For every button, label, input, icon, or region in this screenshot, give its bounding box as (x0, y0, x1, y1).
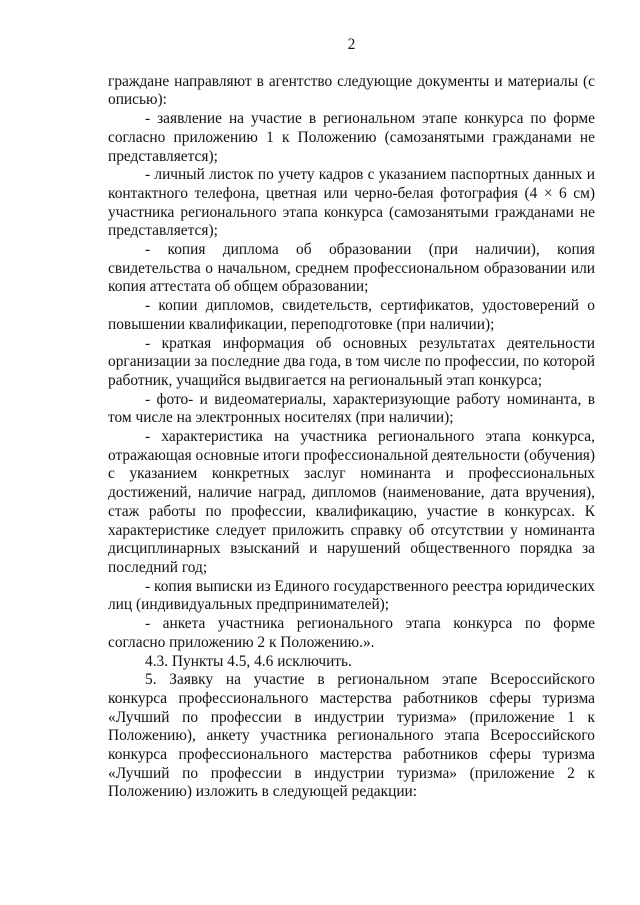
document-body (108, 73, 595, 802)
list-item-registry-extract: - копия выписки из Единого государственного реестра юридических лиц (индивидуальных предпринимателей); (108, 577, 595, 614)
document-page (108, 36, 595, 802)
paragraph-intro: граждане направляют в агентство следующие документы и материалы (с описью): (108, 72, 595, 109)
page-number: 2 (347, 36, 356, 53)
list-item-photo-video: - фото- и видеоматериалы, характеризующие работу номинанта, в том числе на электронных носителях (при наличии); (108, 390, 595, 427)
list-item-diploma-copy: - копия диплома об образовании (при наличии), копия свидетельства о начальном, среднем профессиональном образовании или копия аттестата об общем образовании; (108, 241, 595, 296)
list-item-characteristic: - характеристика на участника регионального этапа конкурса, отражающая основные итоги профессиональной деятельности (обучения) с указанием конкретных заслуг номинанта и профессиональных достижений, наличие наград, дипломов (наименование, дата вручения), стаж работы по профессии, квалификацию, участие в конкурсах. К характеристике следует приложить справку об отсутствии у номинанта дисциплинарных взысканий и нарушений общественного порядка за последний год; (108, 428, 596, 576)
list-item-results-info: - краткая информация об основных результатах деятельности организации за последние два года, в том числе по профессии, по которой работник, учащийся выдвигается на региональный этап конкурса; (108, 334, 595, 389)
list-item-certificates: - копии дипломов, свидетельств, сертификатов, удостоверений о повышении квалификации, переподготовке (при наличии); (108, 297, 595, 333)
clause-4-3: 4.3. Пункты 4.5, 4.6 исключить. (145, 652, 352, 670)
list-item-personnel-sheet: - личный листок по учету кадров с указанием паспортных данных и контактного телефона, цветная или черно-белая фотография (4 × 6 см) участника регионального этапа конкурса (самозанятыми гражданами не представляется); (108, 166, 595, 240)
clause-5: 5. Заявку на участие в региональном этапе Всероссийского конкурса профессионального мастерства работников сферы туризма «Лучший по профессии в индустрии туризма» (приложение 1 к Положению), анкету участника регионального этапа Всероссийского конкурса профессионального мастерства работников сферы туризма «Лучший по профессии в индустрии туризма» (приложение 2 к Положению) изложить в следующей редакции: (108, 671, 595, 801)
list-item-questionnaire: - анкета участника регионального этапа конкурса по форме согласно приложению 2 к Положению.». (108, 615, 595, 651)
list-item-application: - заявление на участие в региональном этапе конкурса по форме согласно приложению 1 к Положению (самозанятыми гражданами не представляется); (108, 110, 595, 165)
